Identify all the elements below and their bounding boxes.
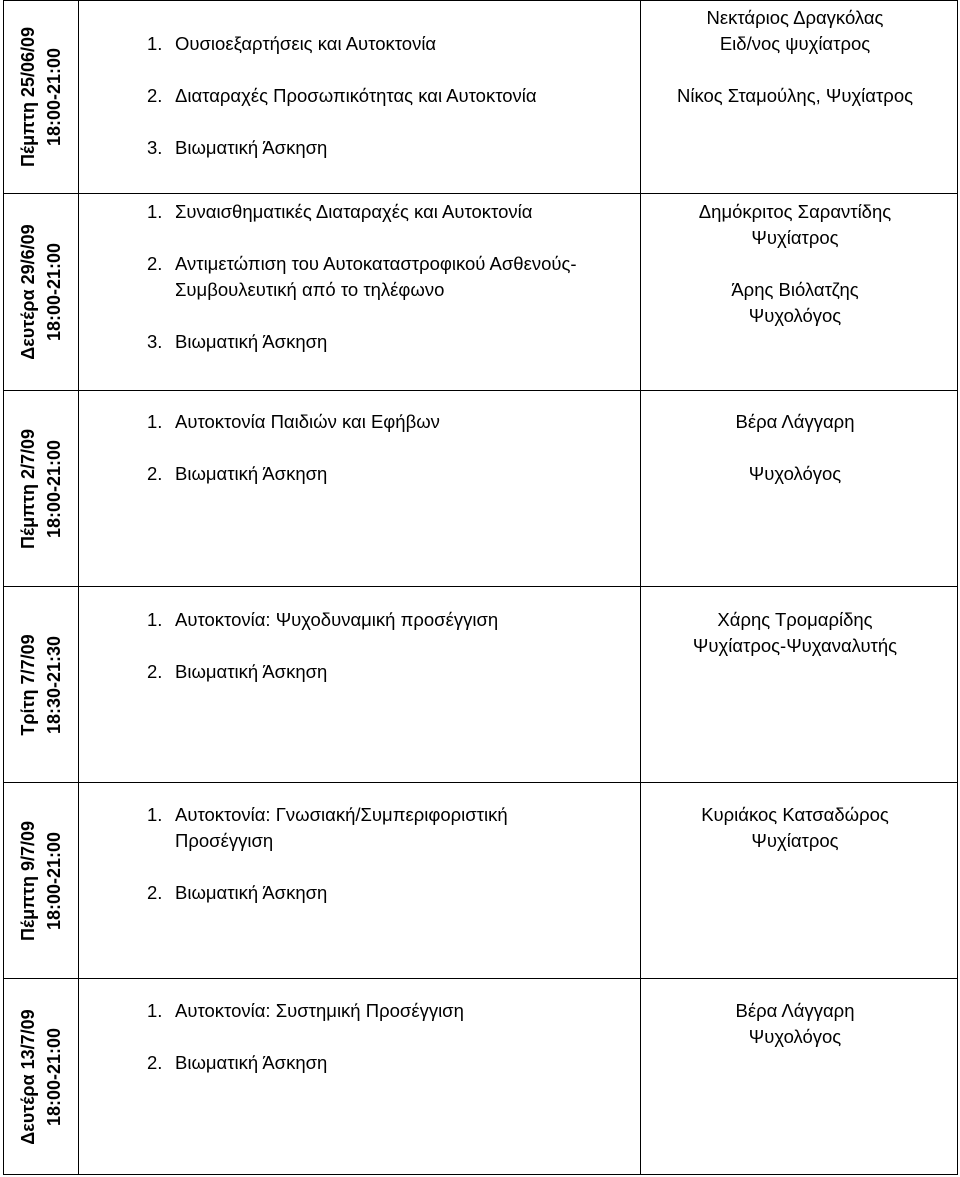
speakers-cell [641, 391, 958, 587]
list-item: 2. Βιωματική Άσκηση [147, 661, 328, 682]
date-cell [4, 979, 79, 1175]
list-item: 1. Αυτοκτονία: Γνωσιακή/Συμπεριφοριστική Προσέγγιση [147, 804, 508, 851]
schedule-table [3, 0, 958, 1175]
date-cell [4, 587, 79, 783]
date-cell [4, 194, 79, 391]
list-item: 3. Βιωματική Άσκηση [147, 331, 328, 352]
session-date: Πέμπτη 9/7/09 [18, 820, 38, 941]
session-time: 18:00-21:00 [44, 439, 64, 538]
list-item: 2. Αντιμετώπιση του Αυτοκαταστροφικού Ασθενούς- Συμβουλευτική από το τηλέφωνο [147, 253, 577, 300]
table-row [4, 979, 958, 1175]
date-cell [4, 391, 79, 587]
table-row [4, 783, 958, 979]
session-date: Δευτέρα 29/6/09 [18, 224, 38, 360]
speaker-title: Ψυχίατρος [751, 830, 839, 851]
list-item: 1. Αυτοκτονία: Συστημική Προσέγγιση [147, 1000, 464, 1021]
list-item: 2. Βιωματική Άσκηση [147, 1052, 328, 1073]
session-time: 18:00-21:00 [44, 831, 64, 930]
speaker-name: Χάρης Τρομαρίδης [717, 609, 873, 630]
speaker-name: Κυριάκος Κατσαδώρος [701, 804, 889, 825]
session-time: 18:30-21:30 [44, 635, 64, 734]
session-time: 18:00-21:00 [44, 1027, 64, 1126]
speaker-name: Βέρα Λάγγαρη [735, 1000, 855, 1021]
session-date: Πέμπτη 2/7/09 [18, 428, 38, 549]
topics-cell [79, 391, 641, 587]
session-time: 18:00-21:00 [44, 47, 64, 147]
speakers-cell [641, 587, 958, 783]
speaker-name: Νεκτάριος Δραγκόλας [706, 7, 884, 28]
table-row [4, 587, 958, 783]
topics-cell [79, 783, 641, 979]
list-item: 2. Βιωματική Άσκηση [147, 463, 328, 484]
speaker-title: Ψυχίατρος [751, 227, 839, 248]
speaker-name: Βέρα Λάγγαρη [735, 411, 855, 432]
speaker-title: Ψυχολόγος [748, 1026, 842, 1047]
speakers-cell [641, 783, 958, 979]
session-date: Πέμπτη 25/06/09 [18, 26, 38, 168]
speaker-name: Νίκος Σταμούλης, Ψυχίατρος [676, 85, 914, 106]
speaker-name: Άρης Βιόλατζης [731, 279, 859, 300]
session-date: Δευτέρα 13/7/09 [18, 1008, 38, 1145]
speaker-title: Ψυχολόγος [748, 305, 842, 326]
list-item: 2. Διαταραχές Προσωπικότητας και Αυτοκτονία [147, 85, 537, 106]
list-item: 1. Ουσιοεξαρτήσεις και Αυτοκτονία [147, 33, 437, 54]
speakers-cell [641, 1, 958, 194]
table-row [4, 194, 958, 391]
speaker-name: Δημόκριτος Σαραντίδης [698, 201, 892, 222]
session-date: Τρίτη 7/7/09 [18, 633, 38, 736]
table-row [4, 1, 958, 194]
date-cell [4, 783, 79, 979]
list-item: 1. Αυτοκτονία Παιδιών και Εφήβων [147, 411, 440, 432]
topics-cell [79, 194, 641, 391]
topics-cell [79, 979, 641, 1175]
date-cell [4, 1, 79, 194]
list-item: 1. Αυτοκτονία: Ψυχοδυναμική προσέγγιση [147, 609, 499, 630]
speakers-cell [641, 979, 958, 1175]
list-item: 3. Βιωματική Άσκηση [147, 137, 328, 158]
speakers-cell [641, 194, 958, 391]
topics-cell [79, 1, 641, 194]
session-time: 18:00-21:00 [44, 242, 64, 342]
speaker-title: Ψυχίατρος-Ψυχαναλυτής [692, 635, 898, 656]
list-item: 2. Βιωματική Άσκηση [147, 882, 328, 903]
speaker-title: Ειδ/νος ψυχίατρος [719, 33, 871, 54]
topics-cell [79, 587, 641, 783]
list-item: 1. Συναισθηματικές Διαταραχές και Αυτοκτονία [147, 201, 533, 222]
speaker-title: Ψυχολόγος [748, 463, 842, 484]
table-row [4, 391, 958, 587]
